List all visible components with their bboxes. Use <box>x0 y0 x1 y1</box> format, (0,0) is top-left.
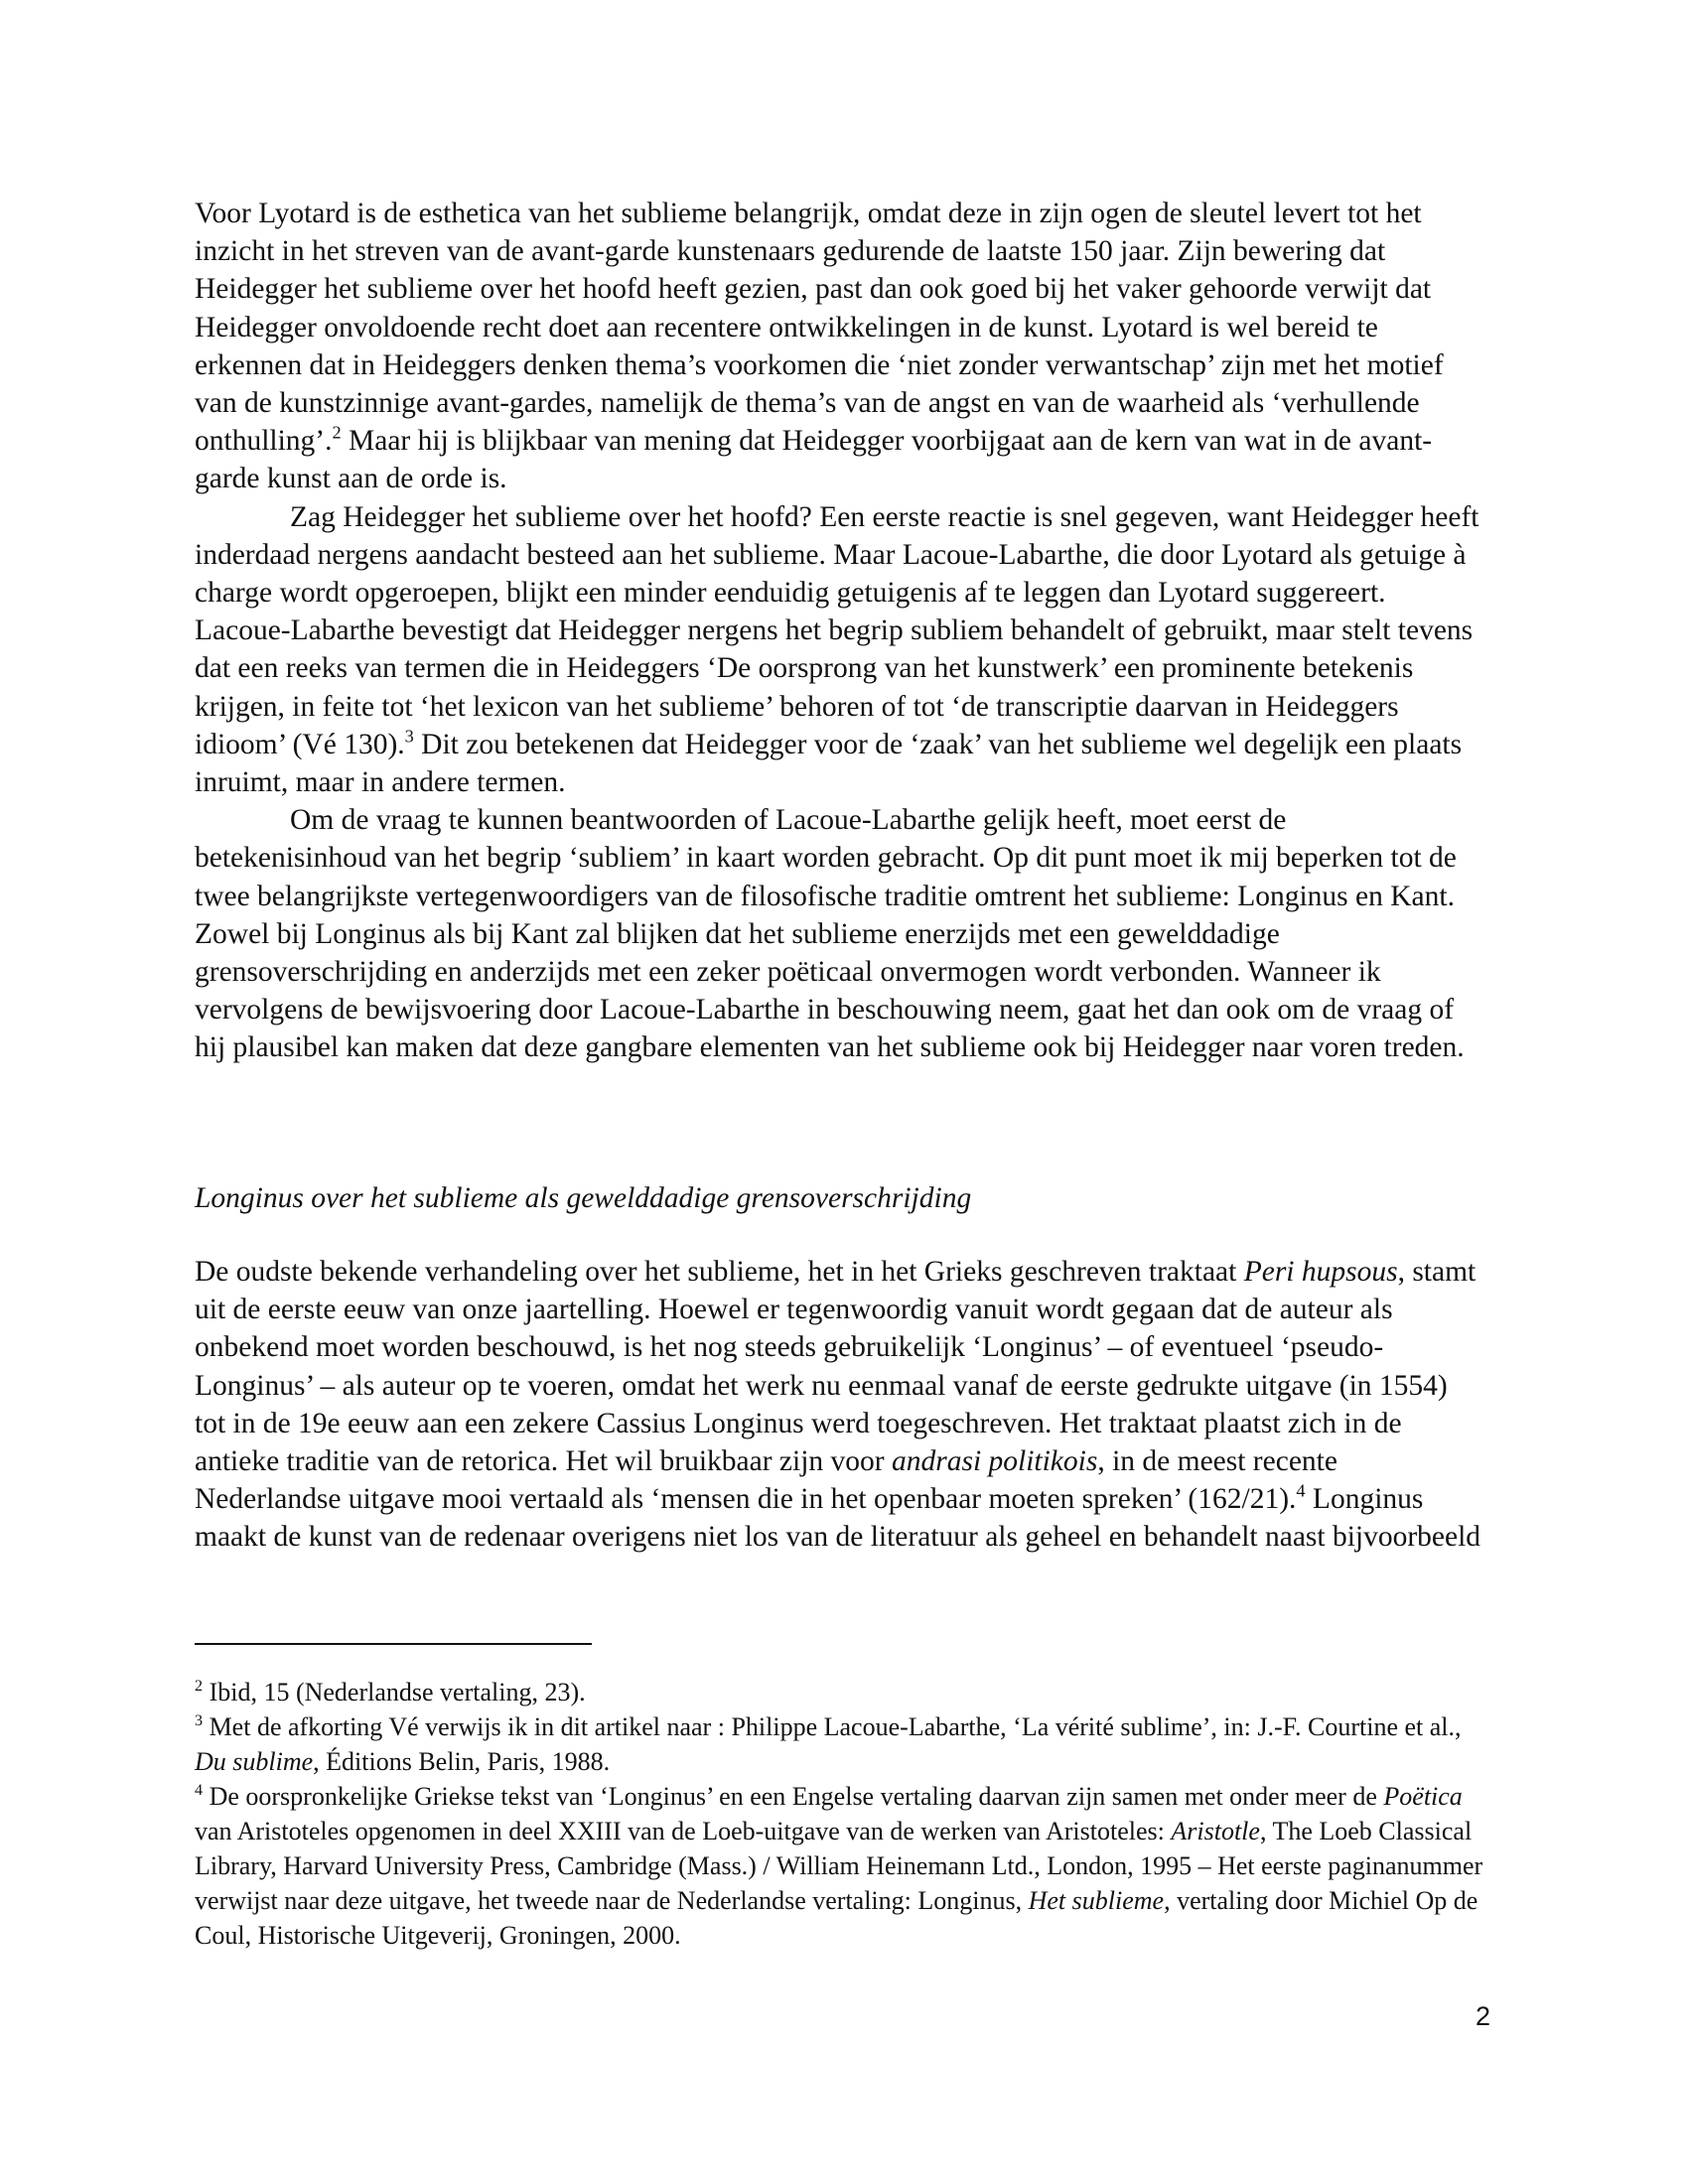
page-number: 2 <box>1476 2001 1491 2031</box>
footnote-3 <box>195 1709 1495 1779</box>
text-run: , Éditions Belin, Paris, 1988. <box>313 1747 611 1776</box>
italic-text: Poëtica <box>1383 1782 1463 1811</box>
paragraph-3 <box>195 801 1485 1066</box>
footnote-marker: 3 <box>195 1712 204 1730</box>
text-run: , stamt uit de eerste eeuw van onze jaartelling. Hoewel er tegenwoordig vanuit wordt gegaan dat de auteur als onbekend moet worden beschouwd, is het nog steeds gebruikelijk ‘Longinus’ – of eventueel ‘pseudo-Longinus’ – als auteur op te voeren, omdat het werk nu eenmaal vanaf de eerste gedrukte uitgave (in 1554) tot in de 19e eeuw aan een zekere Cassius Longinus werd toegeschreven. Het traktaat plaatst zich in de antieke traditie van de retorica. Het wil bruikbaar zijn voor <box>195 1256 1477 1478</box>
text-run: , in de meest recente Nederlandse uitgave mooi vertaald als ‘mensen die in het openbaar moeten spreken’ (162/21). <box>195 1445 1337 1516</box>
text-run: Zag Heidegger het sublieme over het hoofd? Een eerste reactie is snel gegeven, want Heidegger heeft inderdaad nergens aandacht besteed aan het sublieme. Maar Lacoue-Labarthe, die door Lyotard als getuige à charge wordt opgeroepen, blijkt een minder eenduidig getuigenis af te leggen dan Lyotard suggereert. Lacoue-Labarthe bevestigt dat Heidegger nergens het begrip subliem behandelt of gebruikt, maar stelt tevens dat een reeks van termen die in Heideggers ‘De oorsprong van het kunstwerk’ een prominente betekenis krijgen, in feite tot ‘het lexicon van het sublieme’ behoren of tot ‘de transcriptie daarvan in Heideggers idioom’ (Vé 130). <box>195 500 1479 760</box>
footnote-marker: 2 <box>195 1678 204 1696</box>
footnote-marker: 4 <box>1296 1480 1306 1501</box>
text-run: Maar hij is blijkbaar van mening dat Heidegger voorbijgaat aan de kern van wat in de avant-garde kunst aan de orde is. <box>195 425 1433 495</box>
paragraph-4 <box>195 1253 1485 1557</box>
text-run: Dit zou betekenen dat Heidegger voor de ‘zaak’ van het sublieme wel degelijk een plaats inruimt, maar in andere termen. <box>195 728 1463 799</box>
text-run: Voor Lyotard is de esthetica van het sublieme belangrijk, omdat deze in zijn ogen de sleutel levert tot het inzicht in het streven van de avant-garde kunstenaars gedurende de laatste 150 jaar. Zijn bewering dat Heidegger het sublieme over het hoofd heeft gezien, past dan ook goed bij het vaker gehoorde verwijt dat Heidegger onvoldoende recht doet aan recentere ontwikkelingen in de kunst. Lyotard is wel bereid te erkennen dat in Heideggers denken thema’s voorkomen die ‘niet zonder verwantschap’ zijn met het motief van de kunstzinnige avant-gardes, namelijk de thema’s van de angst en van de waarheid als ‘verhullende onthulling’. <box>195 198 1444 458</box>
footnote-separator <box>195 1643 592 1645</box>
text-run: , vertaling door Michiel Op de Coul, Historische Uitgeverij, Groningen, 2000. <box>195 1886 1478 1950</box>
footnote-2 <box>195 1675 1495 1709</box>
italic-text: Het sublieme <box>1028 1886 1165 1915</box>
text-run: , The Loeb Classical Library, Harvard University Press, Cambridge (Mass.) / William Heinemann Ltd., London, 1995 – Het eerste paginanummer verwijst naar deze uitgave, het tweede naar de Nederlandse vertaling: Longinus, <box>195 1817 1483 1915</box>
text-run: Om de vraag te kunnen beantwoorden of Lacoue-Labarthe gelijk heeft, moet eerst de betekenisinhoud van het begrip ‘subliem’ in kaart worden gebracht. Op dit punt moet ik mij beperken tot de twee belangrijkste vertegenwoordigers van de filosofische traditie omtrent het sublieme: Longinus en Kant. Zowel bij Longinus als bij Kant zal blijken dat het sublieme enerzijds met een gewelddadige grensoverschrijding en anderzijds met een zeker poëticaal onvermogen wordt verbonden. Wanneer ik vervolgens de bewijsvoering door Lacoue-Labarthe in beschouwing neem, gaat het dan ook om de vraag of hij plausibel kan maken dat deze gangbare elementen van het sublieme ook bij Heidegger naar voren treden. <box>195 804 1465 1064</box>
text-run: van Aristoteles opgenomen in deel XXIII van de Loeb-uitgave van de werken van Aristoteles: <box>195 1817 1172 1845</box>
text-run: Longinus maakt de kunst van de redenaar overigens niet los van de literatuur als geheel en behandelt naast bijvoorbeeld <box>195 1483 1481 1554</box>
section-heading: Longinus over het sublieme als gewelddadige grensoverschrijding <box>195 1182 972 1214</box>
footnote-marker: 4 <box>195 1782 204 1800</box>
footnote-4 <box>195 1779 1495 1953</box>
text-run: De oorspronkelijke Griekse tekst van ‘Longinus’ en een Engelse vertaling daarvan zijn samen met onder meer de <box>203 1782 1384 1811</box>
footnotes <box>195 1675 1495 1953</box>
footnote-marker: 2 <box>332 422 342 443</box>
paragraph-2 <box>195 498 1485 802</box>
italic-text: Aristotle <box>1171 1817 1260 1845</box>
text-run: De oudste bekende verhandeling over het sublieme, het in het Grieks geschreven traktaat <box>195 1256 1244 1288</box>
second-text-block <box>195 1253 1485 1557</box>
italic-text: Du sublime <box>195 1747 314 1776</box>
italic-text: andrasi politikois <box>891 1445 1098 1478</box>
main-text-block <box>195 195 1485 1067</box>
footnote-marker: 3 <box>404 726 414 747</box>
italic-text: Peri hupsous <box>1243 1256 1398 1288</box>
text-run: Met de afkorting Vé verwijs ik in dit artikel naar : Philippe Lacoue-Labarthe, ‘La vérité sublime’, in: J.-F. Courtine et al., <box>203 1712 1462 1741</box>
paragraph-1 <box>195 195 1485 498</box>
text-run: Ibid, 15 (Nederlandse vertaling, 23). <box>203 1678 586 1706</box>
